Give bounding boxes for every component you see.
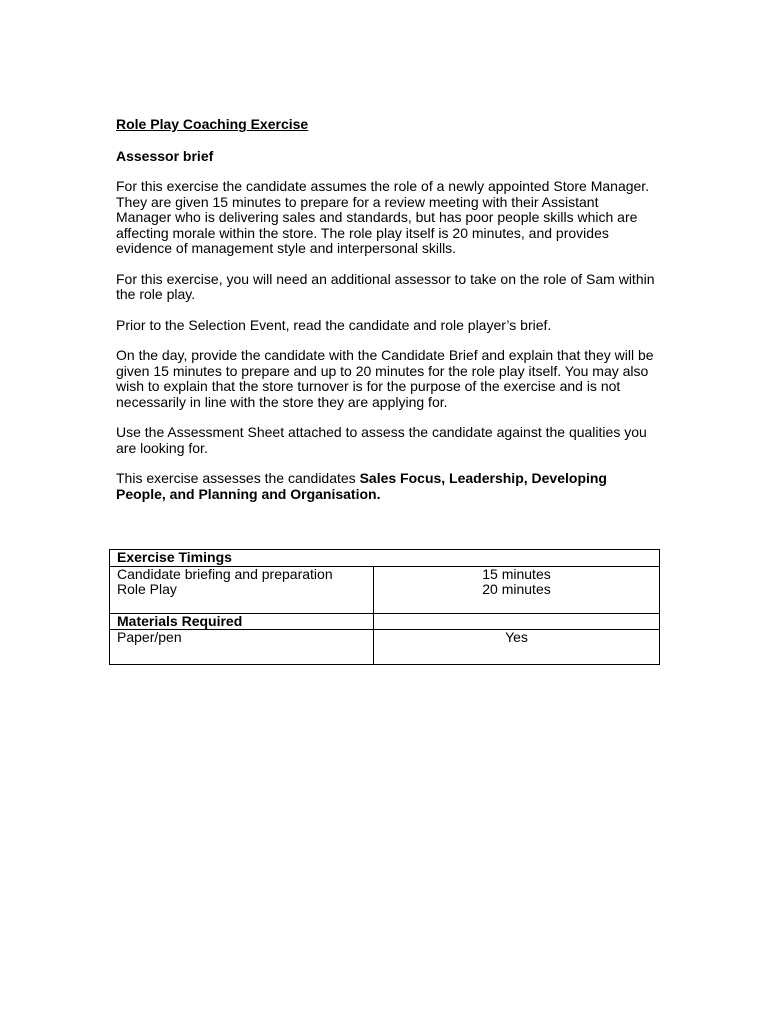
paragraph-additional-assessor: For this exercise, you will need an additional assessor to take on the role of Sam within the role play. [116, 270, 655, 302]
material-label: Paper/pen [110, 630, 374, 665]
paragraph-assessment-sheet: Use the Assessment Sheet attached to assess the candidate against the qualities you are looking for. [116, 424, 647, 456]
table-row-materials-header [110, 613, 660, 630]
document-title: Role Play Coaching Exercise [116, 116, 309, 132]
table-row-materials [110, 630, 660, 665]
materials-header-empty-cell [374, 613, 660, 630]
table-row-timings [110, 566, 660, 613]
timing-label: Candidate briefing and preparation [117, 565, 333, 582]
timings-header: Exercise Timings [110, 550, 660, 567]
materials-header: Materials Required [110, 613, 374, 630]
qualities-list: Sales Focus, Leadership, Developing People, and Planning and Organisation. [116, 470, 607, 502]
paragraph-role-description: For this exercise the candidate assumes the role of a newly appointed Store Manager. They are given 15 minutes to prepare for a review meeting with their Assistant Manager who is delivering sales and standards, but has poor people skills which are affecting morale within the store. The role play itself is 20 minutes, and provides evidence of management style and interpersonal skills. [116, 178, 650, 256]
timing-value: 20 minutes [482, 581, 551, 597]
paragraph-on-the-day: On the day, provide the candidate with the Candidate Brief and explain that they will be given 15 minutes to prepare and up to 20 minutes for the role play itself. You may also wish to explain that the store turnover is for the purpose of the exercise and is not necessarily in line with the store they are applying for. [116, 347, 654, 410]
document-body [116, 117, 656, 517]
exercise-timings-table [109, 549, 660, 665]
paragraph-prior-to-event: Prior to the Selection Event, read the candidate and role player’s brief. [116, 316, 552, 333]
timing-value: 15 minutes [482, 565, 551, 582]
paragraph-qualities [116, 471, 656, 502]
document-subtitle: Assessor brief [116, 147, 214, 164]
timings-values-cell [374, 566, 660, 613]
table-row-timings-header [110, 550, 660, 567]
timings-labels-cell [110, 566, 374, 613]
qualities-intro: This exercise assesses the candidates [116, 470, 360, 486]
material-value: Yes [374, 630, 660, 665]
timing-label: Role Play [117, 581, 177, 597]
